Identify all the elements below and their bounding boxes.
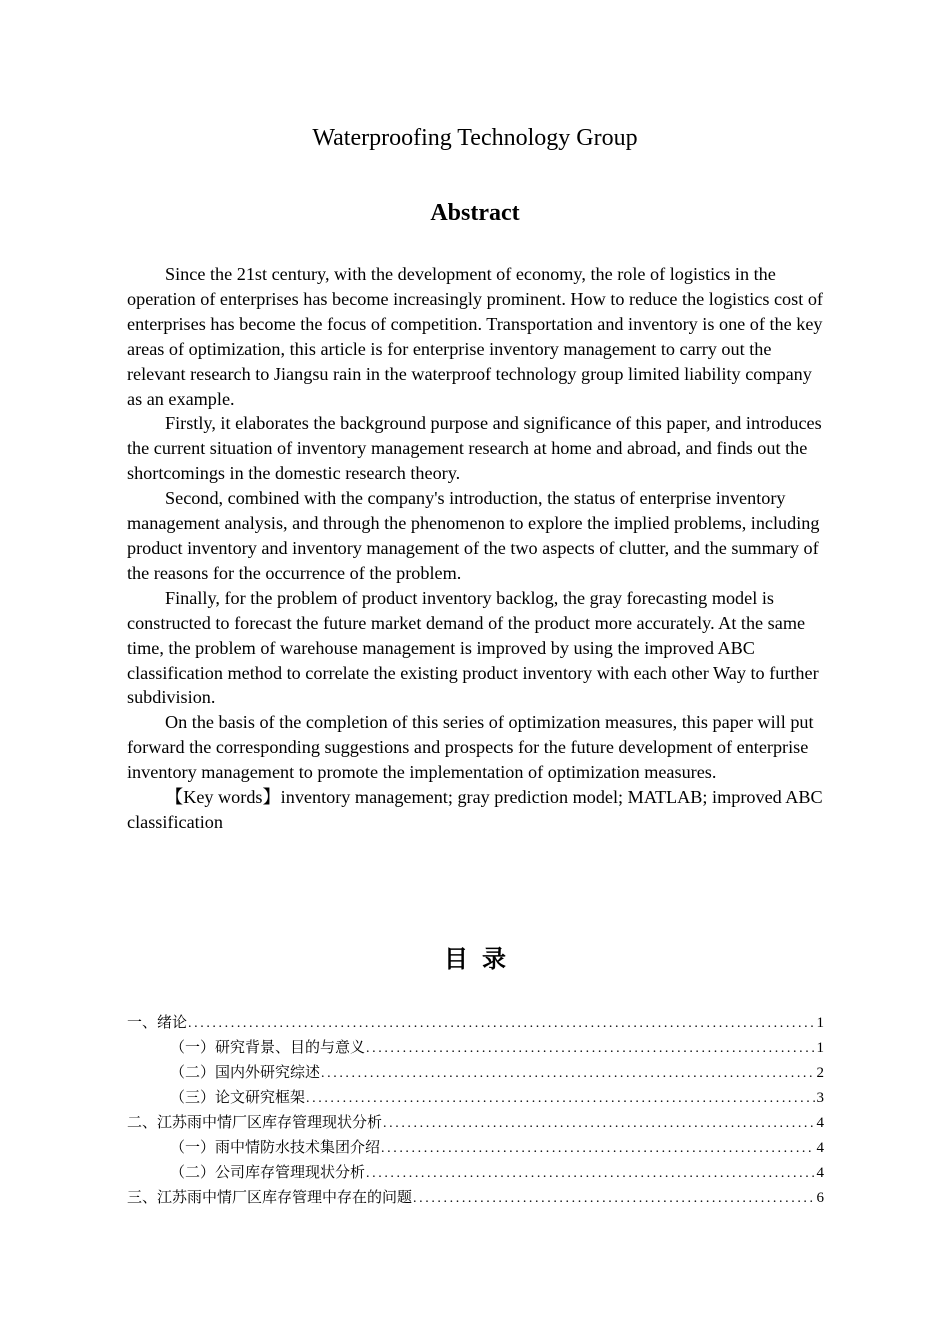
toc-page-number: 2 [816,1065,824,1081]
toc-page-number: 1 [816,1040,824,1056]
toc-dot-leader [413,1188,814,1210]
toc-entry[interactable] [127,1161,824,1186]
toc-dot-leader [366,1163,814,1185]
abstract-paragraph: Finally, for the problem of product inventory backlog, the gray forecasting model is constructed to forecast the future market demand of the product more accurately. At the same time, the problem of warehouse management is improved by using the improved ABC classification method to correlate the existing product inventory with each other Way to further subdivision. [127,587,819,708]
abstract-paragraph: Firstly, it elaborates the background purpose and significance of this paper, and introduces the current situation of inventory management research at home and abroad, and finds out the shortcomings in the domestic research theory. [127,413,822,484]
toc-page-number: 1 [816,1015,824,1031]
toc-entry-title: （一）雨中情防水技术集团介绍 [170,1138,381,1156]
toc-page-number: 4 [816,1115,824,1131]
abstract-heading: Abstract [430,200,520,226]
toc-page-number: 6 [816,1190,824,1206]
toc-entry-title: 一、绪论 [127,1013,188,1031]
toc-entry-title: （三）论文研究框架 [170,1088,306,1106]
toc-dot-leader [321,1063,814,1085]
toc-heading: 目录 [444,945,520,973]
abstract-body [127,262,825,835]
toc-entry[interactable] [127,1061,824,1086]
toc-dot-leader [383,1113,814,1135]
abstract-paragraph: Second, combined with the company's introduction, the status of enterprise inventory management analysis, and through the phenomenon to explore the implied problems, including product inventory and inventory management of the two aspects of clutter, and the summary of the reasons for the occurrence of the problem. [127,488,820,583]
toc-entry[interactable] [127,1036,824,1061]
toc-entry[interactable] [127,1011,824,1036]
toc-entry[interactable] [127,1111,824,1136]
toc-entry-title: （一）研究背景、目的与意义 [170,1038,366,1056]
toc-page-number: 4 [816,1140,824,1156]
keywords-paragraph: 【Key words】inventory management; gray prediction model; MATLAB; improved ABC classification [127,787,823,832]
toc-entry[interactable] [127,1086,824,1111]
table-of-contents [127,1011,824,1211]
toc-dot-leader [381,1138,814,1160]
toc-page-number: 3 [816,1090,824,1106]
toc-dot-leader [306,1088,814,1110]
toc-entry-title: 二、江苏雨中情厂区库存管理现状分析 [127,1113,383,1131]
toc-entry[interactable] [127,1186,824,1211]
abstract-paragraph: Since the 21st century, with the development of economy, the role of logistics in the operation of enterprises has become increasingly prominent. How to reduce the logistics cost of enterprises has become the focus of competition. Transportation and inventory is one of the key areas of optimization, this article is for enterprise inventory management to carry out the relevant research to Jiangsu rain in the waterproof technology group limited liability company as an example. [127,264,823,409]
toc-dot-leader [366,1038,814,1060]
toc-entry-title: （二）公司库存管理现状分析 [170,1163,366,1181]
toc-entry-title: （二）国内外研究综述 [170,1063,321,1081]
document-subtitle: Waterproofing Technology Group [312,125,638,151]
toc-entry-title: 三、江苏雨中情厂区库存管理中存在的问题 [127,1188,413,1206]
toc-page-number: 4 [816,1165,824,1181]
toc-dot-leader [188,1013,814,1035]
abstract-paragraph: On the basis of the completion of this series of optimization measures, this paper will put forward the corresponding suggestions and prospects for the future development of enterprise inventory management to promote the implementation of optimization measures. [127,712,814,783]
toc-entry[interactable] [127,1136,824,1161]
